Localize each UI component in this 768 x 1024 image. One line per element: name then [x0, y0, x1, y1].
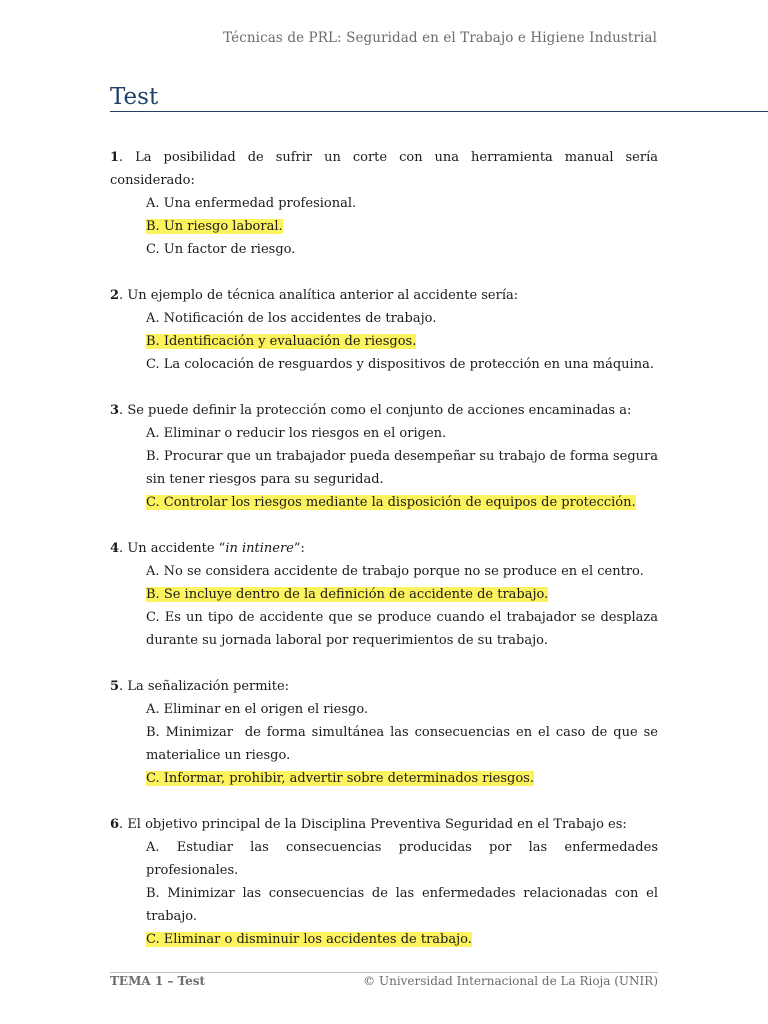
question-stem: 1. La posibilidad de sufrir un corte con una herramienta manual sería considerado:	[110, 150, 659, 188]
option-c	[110, 353, 658, 376]
option-text: C. Es un tipo de accidente que se produce cuando el trabajador se desplaza durante su jornada laboral por requerimientos de su trabajo.	[146, 610, 658, 648]
question-stem: 5. La señalización permite:	[110, 679, 290, 694]
question-text: Un ejemplo de técnica analítica anterior al accidente sería:	[127, 288, 519, 303]
option-a	[110, 422, 658, 445]
question-text: La posibilidad de sufrir un corte con una herramienta manual sería considerado:	[110, 150, 659, 188]
question-stem: 4. Un accidente “in intinere”:	[110, 541, 305, 556]
question-4	[110, 537, 658, 652]
option-c	[110, 928, 658, 951]
option-text: C. La colocación de resguardos y dispositivos de protección en una máquina.	[146, 357, 654, 372]
option-text: A. Notificación de los accidentes de trabajo.	[146, 311, 437, 326]
option-text: C. Un factor de riesgo.	[146, 242, 296, 257]
option-a	[110, 560, 658, 583]
running-header: Técnicas de PRL: Seguridad en el Trabajo e Higiene Industrial	[223, 30, 657, 46]
question-stem: 6. El objetivo principal de la Disciplina Preventiva Seguridad en el Trabajo es:	[110, 817, 627, 832]
option-b	[110, 330, 658, 353]
option-a	[110, 698, 658, 721]
footer-copyright: © Universidad Internacional de La Rioja (UNIR)	[363, 974, 658, 988]
page-title: Test	[110, 84, 159, 110]
question-3	[110, 399, 658, 514]
question-text: Se puede definir la protección como el conjunto de acciones encaminadas a:	[127, 403, 632, 418]
option-text: A. Estudiar las consecuencias producidas por las enfermedades profesionales.	[146, 840, 658, 878]
question-2	[110, 284, 658, 376]
question-text: La señalización permite:	[127, 679, 290, 694]
correct-answer-highlight: B. Se incluye dentro de la definición de accidente de trabajo.	[146, 587, 549, 602]
question-stem: 2. Un ejemplo de técnica analítica anterior al accidente sería:	[110, 288, 519, 303]
correct-answer-highlight: C. Eliminar o disminuir los accidentes de trabajo.	[146, 932, 472, 947]
question-number: 2	[110, 288, 120, 303]
question-number: 4	[110, 541, 120, 556]
option-c	[110, 238, 658, 261]
question-number: 5	[110, 679, 120, 694]
option-a	[110, 836, 658, 882]
option-c	[110, 491, 658, 514]
option-text: A. No se considera accidente de trabajo porque no se produce en el centro.	[146, 564, 644, 579]
option-text: B. Minimizar de forma simultánea las consecuencias en el caso de que se materialice un riesgo.	[146, 725, 663, 763]
question-text-italic: in intinere	[225, 541, 294, 556]
option-a	[110, 192, 658, 215]
title-rule	[110, 111, 768, 112]
option-c	[110, 767, 658, 790]
correct-answer-highlight: B. Un riesgo laboral.	[146, 219, 283, 234]
correct-answer-highlight: B. Identificación y evaluación de riesgos.	[146, 334, 417, 349]
question-5	[110, 675, 663, 790]
question-1	[110, 146, 658, 261]
question-number: 6	[110, 817, 120, 832]
option-text: A. Eliminar o reducir los riesgos en el origen.	[146, 426, 447, 441]
option-c	[110, 606, 658, 652]
option-text: B. Procurar que un trabajador pueda desempeñar su trabajo de forma segura sin tener riesgos para su seguridad.	[146, 449, 658, 487]
option-text: A. Una enfermedad profesional.	[146, 196, 357, 211]
option-b	[110, 721, 663, 767]
question-text: El objetivo principal de la Disciplina Preventiva Seguridad en el Trabajo es:	[127, 817, 627, 832]
option-text: A. Eliminar en el origen el riesgo.	[146, 702, 369, 717]
option-b	[110, 215, 658, 238]
footer-unit-label: TEMA 1 – Test	[110, 974, 206, 988]
option-b	[110, 583, 658, 606]
question-stem: 3. Se puede definir la protección como el conjunto de acciones encaminadas a:	[110, 403, 632, 418]
correct-answer-highlight: C. Informar, prohibir, advertir sobre determinados riesgos.	[146, 771, 534, 786]
option-b	[110, 445, 658, 491]
question-6	[110, 813, 658, 951]
correct-answer-highlight: C. Controlar los riesgos mediante la disposición de equipos de protección.	[146, 495, 636, 510]
question-text-post: ”:	[293, 541, 305, 556]
option-text: B. Minimizar las consecuencias de las enfermedades relacionadas con el trabajo.	[146, 886, 658, 924]
question-number: 1	[110, 150, 120, 165]
option-b	[110, 882, 658, 928]
option-a	[110, 307, 658, 330]
question-text-pre: Un accidente “	[127, 541, 226, 556]
question-list	[110, 146, 663, 974]
question-number: 3	[110, 403, 120, 418]
footer-rule	[110, 972, 658, 973]
